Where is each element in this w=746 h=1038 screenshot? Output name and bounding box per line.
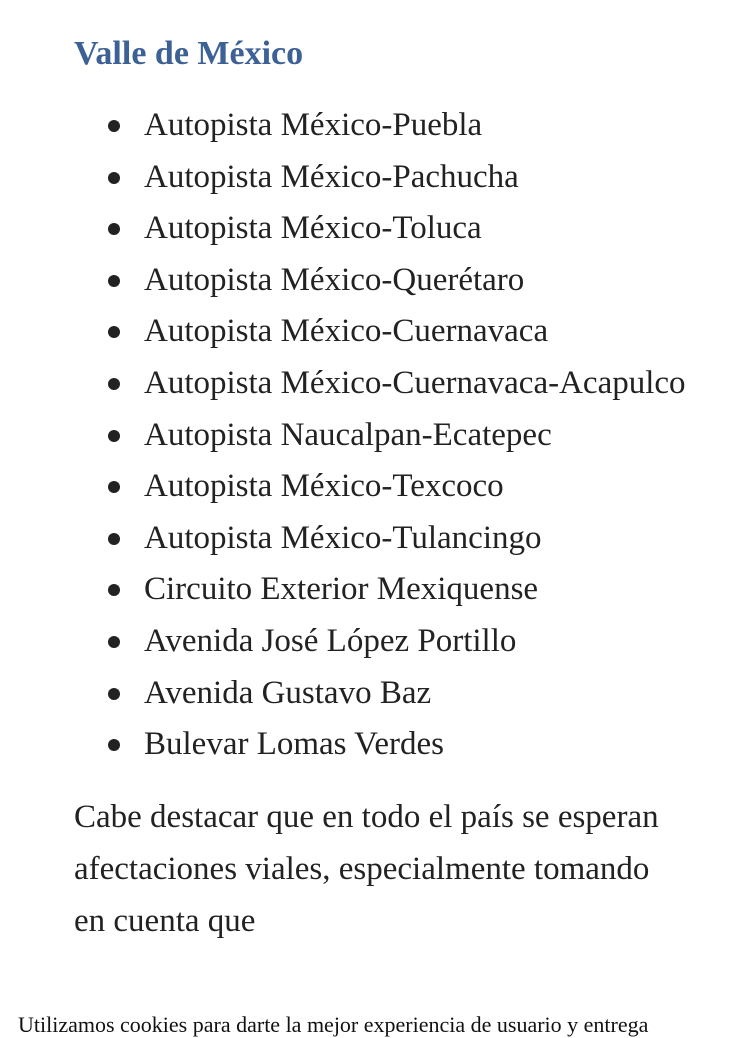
list-item-label: Autopista México-Querétaro — [144, 261, 525, 298]
list-item-label: Autopista México-Texcoco — [144, 468, 504, 505]
list-item-label: Avenida Gustavo Baz — [144, 674, 432, 711]
list-item — [144, 203, 714, 255]
list-item — [144, 410, 714, 462]
list-item — [144, 152, 714, 204]
article-content — [74, 28, 714, 947]
list-item-label: Autopista México-Tulancingo — [144, 519, 542, 556]
list-item-label: Autopista México-Cuernavaca-Acapulco — [144, 364, 686, 401]
list-item-label: Autopista Naucalpan-Ecatepec — [144, 416, 552, 453]
list-item — [144, 306, 714, 358]
bullet-icon — [108, 378, 120, 390]
road-list — [74, 100, 714, 771]
list-item — [144, 461, 714, 513]
list-item — [144, 616, 714, 668]
list-item-label: Autopista México-Pachucha — [144, 158, 519, 195]
list-item-label: Autopista México-Toluca — [144, 210, 482, 247]
list-item — [144, 513, 714, 565]
list-item-label: Autopista México-Puebla — [144, 107, 483, 143]
section-heading: Valle de México — [74, 35, 304, 72]
bullet-icon — [108, 533, 120, 545]
list-item — [144, 564, 714, 616]
list-item — [144, 358, 714, 410]
bullet-icon — [108, 120, 120, 132]
cookie-banner-text: Utilizamos cookies para darte la mejor experiencia de usuario y entrega — [18, 1012, 649, 1037]
cookie-banner[interactable] — [0, 1010, 746, 1037]
list-item-label: Bulevar Lomas Verdes — [144, 726, 444, 763]
bullet-icon — [108, 275, 120, 287]
list-item — [144, 668, 714, 720]
list-item-label: Autopista México-Cuernavaca — [144, 313, 549, 350]
bullet-icon — [108, 688, 120, 700]
bullet-icon — [108, 326, 120, 338]
list-item-label: Circuito Exterior Mexiquense — [144, 571, 539, 608]
bullet-icon — [108, 223, 120, 235]
bullet-icon — [108, 636, 120, 648]
list-item-label: Avenida José López Portillo — [144, 622, 517, 659]
list-item — [144, 255, 714, 307]
bullet-icon — [108, 584, 120, 596]
bullet-icon — [108, 430, 120, 442]
list-item — [144, 100, 714, 152]
bullet-icon — [108, 481, 120, 493]
bullet-icon — [108, 172, 120, 184]
bullet-icon — [108, 739, 120, 751]
article-paragraph: Cabe destacar que en todo el país se esperan afectaciones viales, especialmente tomando en cuenta que — [74, 798, 659, 939]
list-item — [144, 719, 714, 771]
